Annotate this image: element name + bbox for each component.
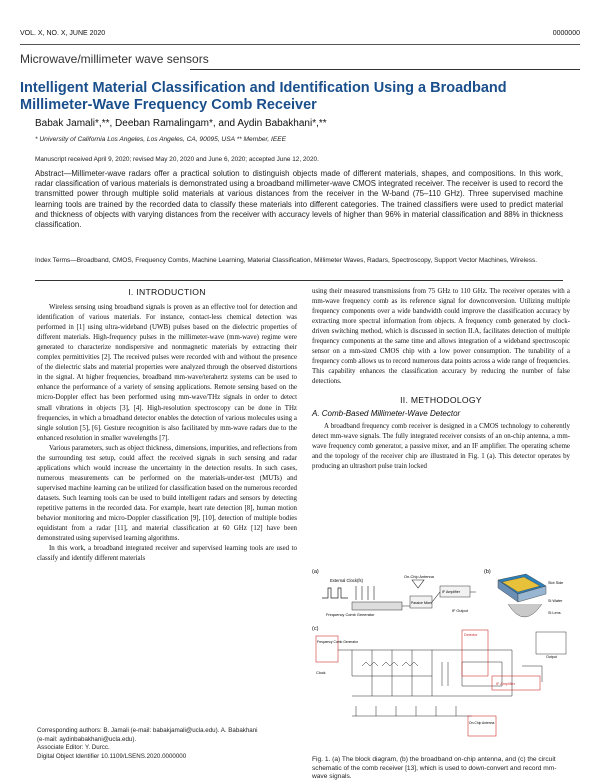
page-number: 0000000 bbox=[552, 30, 580, 37]
detector-label: Detector bbox=[464, 633, 478, 637]
passive-mixer-label: Passive Mixer bbox=[411, 601, 433, 605]
on-chip-antenna-label: On-Chip Antenna bbox=[404, 574, 434, 579]
running-header bbox=[20, 30, 580, 42]
pulse-train-icon bbox=[322, 586, 374, 600]
figure-1-diagram bbox=[312, 566, 570, 754]
if-amplifier-label: IF Amplifier bbox=[442, 590, 460, 594]
clock-input-label: Clock bbox=[316, 671, 326, 675]
output-box bbox=[536, 632, 566, 654]
footnote bbox=[37, 727, 297, 761]
figure-1 bbox=[312, 566, 570, 754]
antenna-icon bbox=[412, 580, 424, 588]
section-rule bbox=[190, 69, 580, 70]
left-column bbox=[37, 287, 297, 564]
panel-b-label: (b) bbox=[484, 569, 491, 575]
header-rule bbox=[20, 44, 580, 45]
authors: Babak Jamali*,**, Deeban Ramalingam*, and Aydin Babakhani*,** bbox=[35, 118, 327, 129]
if-output-label: IF Output bbox=[452, 609, 468, 613]
output-label: Output bbox=[546, 655, 557, 659]
footnote-line: (e-mail: aydinbabakhani@ucla.edu). bbox=[37, 735, 137, 743]
footnote-line: Associate Editor: Y. Durcc. bbox=[37, 744, 110, 752]
index-terms: Index Terms—Broadband, CMOS, Frequency Combs, Machine Learning, Material Classification, Millimeter Waves, Radars, Spectroscopy, Support Vector Machines, Wireless. bbox=[35, 257, 538, 264]
abstract-rule bbox=[35, 280, 563, 281]
subsection-heading: A. Comb-Based Millimeter-Wave Detector bbox=[312, 408, 461, 418]
right-paragraph-1: using their measured transmissions from 75 GHz to 110 GHz. The receiver operates with a mm-wave frequency comb as its reference signal for downconversion. Utilizing multiple frequency components over a wide bandwidth could improve the classification accuracy by extracting more spectral information from objects. A frequency comb generated by clock-driven switching method, which is discussed in section II.A, facilitates detection of multiple frequency components at the same time and allows integration of a wideband spectroscopic sensor on a mm-sized CMOS chip with a low power consumption. The tunability of a frequency comb allows us to record numerous data points across a wide range of frequencies. This capability enhances the classification accuracy by reducing the number of false detections. bbox=[312, 288, 570, 386]
antenna-chip-3d bbox=[498, 574, 546, 617]
abstract: Abstract—Millimeter-wave radars offer a practical solution to distinguish objects made of different materials, shapes, and compositions. In this work, radar classification of various materials is demonstrated using a broadband millimeter-wave CMOS integrated receiver. The receiver is used to record the transmitted power through multiple solid materials at various distances from the receiver in the W-band (75–110 GHz). Three supervised machine learning tools are trained by the recorded data to classify these materials into different categories. The trained classifiers were used to predict material and thickness of objects with varying distances from the receiver with accuracy levels of higher than 96% in material classification and 88% in thickness classification. bbox=[35, 169, 563, 230]
intro-paragraph-1: Wireless sensing using broadband signals is proven as an effective tool for detection and identification of various materials. For instance, contact-less chemical detection was performed in [1] using ultra-wideband (UWB) pulses based on the dielectric properties of different materials. High-frequency pulses in the millimeter-wave (mm-wave) regime were generated to characterize nondispersive and nonmagnetic materials by extracting their complex permittivities [2]. The received pulses were recorded with and without the presence of the dielectric slabs and material properties were analyzed through the observed distortions in the signal. At higher frequencies, broadband mm-wave/terahertz systems can be used to enhance the performance of a variety of sensing applications. Remote sensing based on the micro-Doppler effect has been performed using mm-wave/THz signals in order to detect small vibrations in objects [3], [4]. High-resolution spectroscopy can be done in THz frequencies, in which a broadband detector enables the detection of various molecules using a single solution [5], [6]. Gesture recognition is also facilitated by mm-wave radars due to the enhanced resolution in smaller wavelengths [7]. bbox=[37, 304, 297, 442]
comb-generator-block bbox=[352, 602, 402, 610]
si-wafer-label: Si Wafer bbox=[548, 599, 563, 603]
section-heading-methodology: II. METHODOLOGY bbox=[400, 395, 482, 406]
right-column bbox=[312, 287, 570, 472]
doi-line: Digital Object Identifier 10.1109/LSENS.2020.0000000 bbox=[37, 752, 187, 760]
manuscript-dates: Manuscript received April 9, 2020; revised May 20, 2020 and June 6, 2020; accepted June 12, 2020. bbox=[35, 156, 319, 163]
figure-caption: Fig. 1. (a) The block diagram, (b) the broadband on-chip antenna, and (c) the circuit schematic of the comb receiver [13], which is used to down-convert and record mm-wave signals. bbox=[312, 756, 557, 781]
affiliation: * University of California Los Angeles, Los Angeles, CA, 90095, USA ** Member, IEEE bbox=[35, 136, 287, 143]
right-paragraph-2: A broadband frequency comb receiver is designed in a CMOS technology to coherently detect mm-wave signals. The fully integrated receiver consists of an on-chip antenna, a mm-wave frequency comb generator, a passive mixer, and an IF amplifier. The operating scheme and the topology of the receiver chip are illustrated in Fig. 1 (a). This detector operates by producing an ultrashort pulse train locked bbox=[312, 422, 570, 470]
comb-gen-box-label: Frequency Comb Generator bbox=[317, 640, 359, 644]
section-tag: Microwave/millimeter wave sensors bbox=[20, 52, 209, 66]
paper-title: Intelligent Material Classification and Identification Using a Broadband Millimeter-Wave Frequency Comb Receiver bbox=[20, 80, 507, 113]
on-chip-antenna-box bbox=[468, 716, 496, 736]
ext-clock-label: External Clock(fs) bbox=[330, 578, 364, 583]
intro-paragraph-2: Various parameters, such as object thickness, dimensions, impurities, and reflections from the surrounding test setup, could affect the received signals in such sensing and radar applications which would increase the uncertainty in the detection results. In such cases, numerous measurements can be performed on the materials-under-test (MUTs) and supervised machine learning can be utilized for classification based on the numerous recorded datasets. Such learning tools can be used to build intelligent radars and sensors by detecting repetitive patterns in the recorded data. For example, heart rate detection [8], human motion behavior monitoring and micro-Doppler classification [9], [10], detection of multiple bodies equidistant from a radar [11], and material classification at 60 GHz [12] have been demonstrated using supervised learning algorithms. bbox=[37, 444, 298, 543]
panel-a-label: (a) bbox=[312, 569, 319, 575]
section-heading-introduction: I. INTRODUCTION bbox=[128, 287, 206, 297]
slot-side-label: Slot Side bbox=[548, 581, 564, 585]
comb-generator-label: Frequency Comb Generator bbox=[326, 612, 375, 617]
if-amplifier-box-label: IF Amplifier bbox=[496, 682, 515, 686]
panel-c-label: (c) bbox=[312, 626, 319, 632]
footnote-line: Corresponding authors: B. Jamali (e-mail: babakjamali@ucla.edu). A. Babakhani bbox=[37, 727, 258, 734]
intro-paragraph-3: In this work, a broadband integrated receiver and supervised learning tools are used to classify and identify different materials bbox=[37, 545, 297, 563]
si-lens-label: Si Lens bbox=[548, 611, 561, 615]
journal-volume: VOL. X, NO. X, JUNE 2020 bbox=[20, 30, 106, 37]
on-chip-antenna-box-label: On-Chip Antenna bbox=[469, 721, 495, 725]
